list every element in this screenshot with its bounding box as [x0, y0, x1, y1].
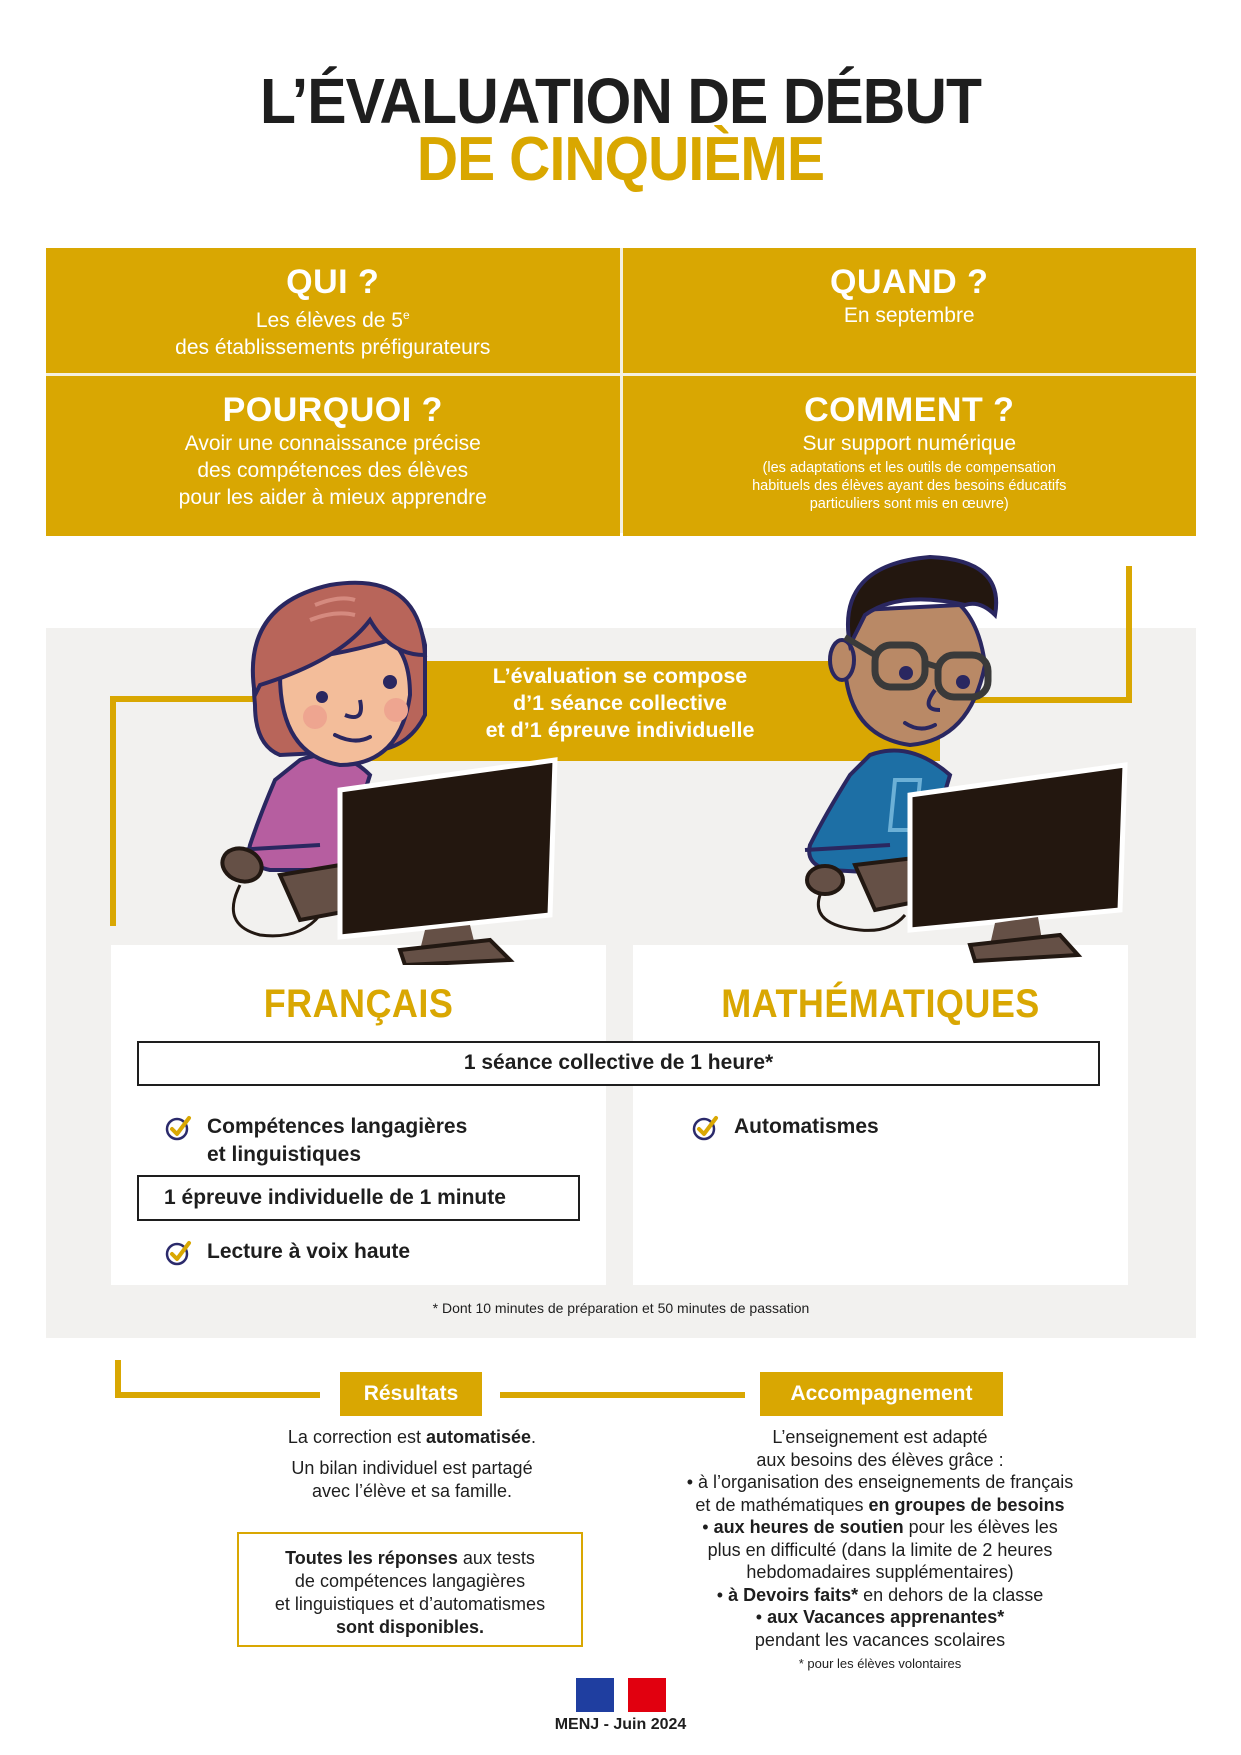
qui-line2: des établissements préfigurateurs	[175, 336, 491, 359]
resultats-tag: Résultats	[340, 1372, 482, 1416]
qui-heading: QUI ?	[286, 263, 380, 301]
comment-note: (les adaptations et les outils de compensation habituels des élèves ayant des besoins éducatifs particuliers sont mis en œuvre)	[752, 460, 1067, 512]
decorative-line	[500, 1392, 745, 1398]
quand-line1: En septembre	[843, 304, 975, 327]
pourquoi-line1: Avoir une connaissance précise	[184, 432, 481, 455]
page-title: L’ÉVALUATION DE DÉBUT	[259, 65, 982, 137]
duration-footnote: * Dont 10 minutes de préparation et 50 minutes de passation	[432, 1300, 810, 1316]
decorative-line	[115, 1392, 320, 1398]
qui-cell	[46, 248, 620, 373]
student-girl-illustration	[220, 545, 580, 965]
checkmark-icon	[692, 1114, 720, 1142]
comment-line1: Sur support numérique	[802, 432, 1017, 455]
individual-test-box: 1 épreuve individuelle de 1 minute	[137, 1175, 580, 1221]
maths-collective-item: Automatismes	[692, 1113, 879, 1142]
pourquoi-heading: POURQUOI ?	[222, 391, 443, 429]
checkmark-icon	[165, 1239, 193, 1267]
collective-session-box: 1 séance collective de 1 heure*	[137, 1041, 1100, 1086]
info-grid	[46, 248, 1196, 533]
pourquoi-line2: des compétences des élèves	[197, 459, 469, 482]
page-subtitle: DE CINQUIÈME	[416, 125, 825, 194]
pourquoi-line3: pour les aider à mieux apprendre	[178, 486, 487, 509]
answers-available-box: Toutes les réponses aux tests de compétences langagières et linguistiques et d’automatismes sont disponibles.	[237, 1532, 583, 1647]
resultats-text: La correction est automatisée. Un bilan individuel est partagé avec l’élève et sa famille.	[287, 1427, 537, 1501]
decorative-line	[110, 696, 116, 926]
accompagnement-tag: Accompagnement	[760, 1372, 1003, 1416]
maths-title: MATHÉMATIQUES	[721, 982, 1040, 1026]
francais-individual-item: Lecture à voix haute	[165, 1238, 410, 1267]
qui-line1: Les élèves de 5e	[255, 308, 410, 332]
pourquoi-cell	[46, 376, 620, 536]
francais-collective-item: Compétences langagières et linguistiques	[165, 1113, 467, 1169]
francais-title: FRANÇAIS	[263, 982, 454, 1026]
comment-heading: COMMENT ?	[804, 391, 1015, 429]
credit-text: MENJ - Juin 2024	[554, 1716, 687, 1733]
student-boy-illustration	[780, 545, 1140, 965]
quand-heading: QUAND ?	[830, 263, 989, 301]
checkmark-icon	[165, 1114, 193, 1142]
quand-cell	[623, 248, 1197, 373]
comment-cell	[623, 376, 1197, 536]
composition-text: L’évaluation se compose d’1 séance collective et d’1 épreuve individuelle	[485, 664, 755, 742]
republique-francaise-logo	[576, 1678, 666, 1712]
accompagnement-text: L’enseignement est adapté aux besoins des élèves grâce : • à l’organisation des enseignements de français et de mathématiques en groupes de besoins • aux heures de soutien pour les élèves les plus en difficulté (dans la limite de 2 heures hebdomadaires supplémentaires) • à Devoirs faits* en dehors de la classe • aux Vacances apprenantes* pendant les vacances scolaires * pour les élèves volontaires	[686, 1427, 1074, 1671]
